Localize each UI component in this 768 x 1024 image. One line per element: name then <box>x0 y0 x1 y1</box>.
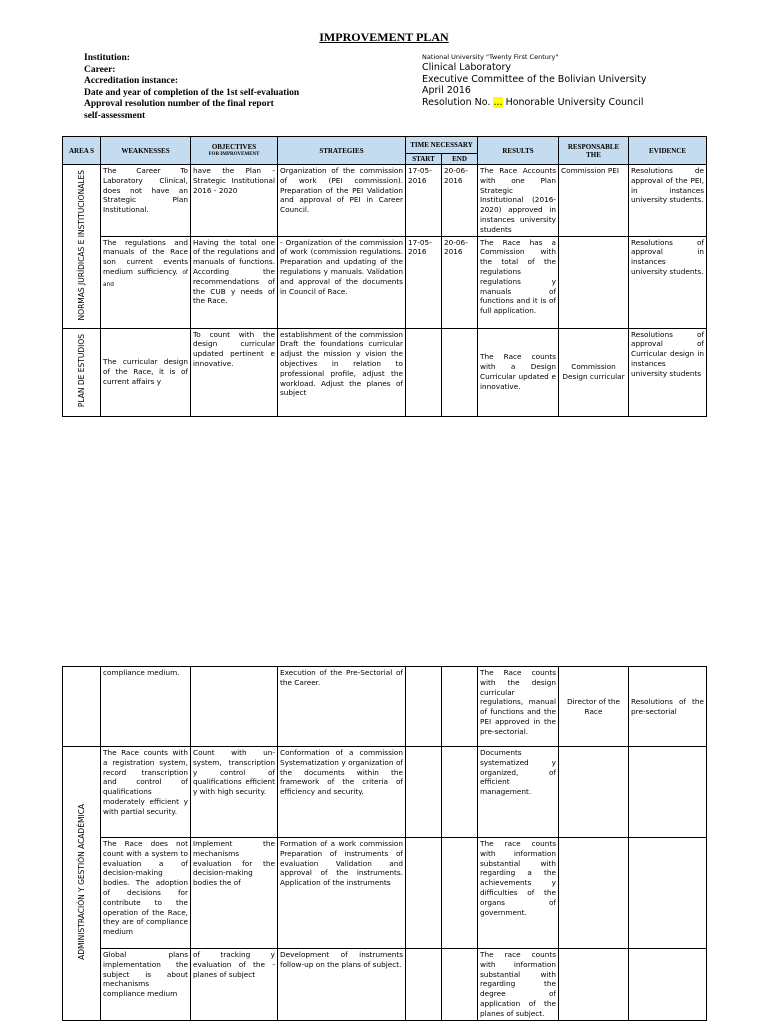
resolution-prefix: Resolution No. <box>422 96 491 108</box>
area-label-plan: PLAN DE ESTUDIOS <box>76 334 86 408</box>
improvement-plan-table-1 <box>62 136 707 417</box>
start-cell: 17-05-2016 <box>406 236 442 328</box>
improvement-plan-table-2 <box>62 666 707 1021</box>
table-row <box>63 747 707 838</box>
end-cell <box>442 838 478 949</box>
area-label-admin: ADMINISTRACIÓN Y GESTIÓN ACADÉMICA <box>76 803 86 960</box>
value-career: Clinical Laboratory <box>422 62 512 73</box>
start-cell <box>406 667 442 747</box>
end-cell <box>442 667 478 747</box>
objective-cell: of tracking y evaluation of the - planes of subject <box>191 949 278 1021</box>
label-instance: Accreditation instance: <box>84 76 179 86</box>
result-cell: Documents systematized y organized, of efficient management. <box>478 747 559 838</box>
responsible-cell <box>559 838 629 949</box>
resolution-blank: ... <box>493 96 503 108</box>
header-results: RESULTS <box>478 137 559 165</box>
objective-cell: Count with un-system, transcription y control of qualifications efficient y with high security. <box>191 747 278 838</box>
area-cell-plan <box>63 328 101 416</box>
result-cell: The race counts with information substantial with regarding a the achievements y difficulties of the organs of government. <box>478 838 559 949</box>
table-row <box>63 165 707 237</box>
weakness-cell: The curricular design of the Race, it is of current affairs y <box>101 328 191 416</box>
responsible-cell <box>559 949 629 1021</box>
value-instance: Executive Committee of the Bolivian University <box>422 73 647 85</box>
label-career: Career: <box>84 64 116 75</box>
evidence-cell <box>629 949 707 1021</box>
objective-cell: Implement the mechanisms evaluation for the decision-making bodies the of <box>191 838 278 949</box>
meta-values <box>422 52 646 108</box>
table-row <box>63 949 707 1021</box>
area-cell-empty <box>63 667 101 747</box>
header-time: TIME NECESSARY <box>406 137 478 154</box>
strategy-cell: Conformation of a commission Systematization y organization of the documents within the framework of the criteria of efficiency and security. <box>278 747 406 838</box>
value-institution: National University "Twenty First Century" <box>422 53 559 61</box>
weakness-cell: The Race counts with a registration system, record transcription and control of qualifications moderately efficient y with partial security. <box>101 747 191 838</box>
start-cell <box>406 747 442 838</box>
area-cell-admin <box>63 747 101 1021</box>
start-cell: 17-05-2016 <box>406 165 442 237</box>
result-cell: The Race has a Commission with the total of the regulations regulations y manuals of functions and it is of full application. <box>478 236 559 328</box>
header-strategies: STRATEGIES <box>278 137 406 165</box>
strategy-cell: establishment of the commission Draft the foundations curricular adjust the mission y vision the objectives in relation to professional profile, adjust the workload. Adjust the planes of subject <box>278 328 406 416</box>
header-end: END <box>442 154 478 165</box>
area-cell-normas <box>63 165 101 329</box>
header-responsable: RESPONSABLE THE <box>559 137 629 165</box>
weakness-cell: The Career To Laboratory Clinical, does not have an Strategic Plan Institutional. <box>101 165 191 237</box>
responsible-cell: Commission PEI <box>559 165 629 237</box>
header-evidence: EVIDENCE <box>629 137 707 165</box>
result-cell: The Race Accounts with one Plan Strategic Institutional (2016-2020) approved in instances university students <box>478 165 559 237</box>
header-objectives-title: OBJECTIVES <box>211 142 257 151</box>
label-date: Date and year of completion of the 1st self-evaluation <box>84 87 300 98</box>
evidence-cell: Resolutions de approval of the PEI, in instances university students. <box>629 165 707 237</box>
weakness-cell: compliance medium. <box>101 667 191 747</box>
end-cell: 20-06-2016 <box>442 236 478 328</box>
value-resolution <box>422 97 646 109</box>
strategy-cell: - Organization of the commission of work (commission regulations. Preparation and updating of the regulations y manuals. Validation and approval of the documents in Council of Race. <box>278 236 406 328</box>
weakness-cell <box>101 236 191 328</box>
objective-cell: To count with the design curricular updated pertinent e innovative. <box>191 328 278 416</box>
objective-cell: have the Plan - Strategic Institutional 2016 - 2020 <box>191 165 278 237</box>
responsible-cell <box>559 747 629 838</box>
start-cell <box>406 838 442 949</box>
start-cell <box>406 328 442 416</box>
table-row <box>63 328 707 416</box>
end-cell <box>442 328 478 416</box>
value-date: April 2016 <box>422 85 471 96</box>
evidence-cell: Resolutions of approval of Curricular design in instances university students <box>629 328 707 416</box>
strategy-cell: Execution of the Pre-Sectorial of the Career. <box>278 667 406 747</box>
responsible-cell: Commission Design curricular <box>559 328 629 416</box>
weakness-cell: Global plans implementation the subject is about mechanisms compliance medium <box>101 949 191 1021</box>
label-self-assessment: self-assessment <box>84 110 146 121</box>
strategy-cell: Organization of the commission of work (PEI commission). Preparation of the PEI Validation and approval of PEI in Career Council. <box>278 165 406 237</box>
strategy-cell: Development of instruments follow-up on the plans of subject. <box>278 949 406 1021</box>
weakness-text: The regulations and manuals of the Race son current events medium sufficiency. <box>103 237 188 276</box>
evidence-cell: Resolutions of the pre-sectorial <box>629 667 707 747</box>
start-cell <box>406 949 442 1021</box>
table-row <box>63 838 707 949</box>
label-resolution: Approval resolution number of the final report <box>84 99 274 109</box>
result-cell: The Race counts with a Design Curricular updated e innovative. <box>478 328 559 416</box>
header-areas: AREA S <box>63 137 101 165</box>
area-label-normas: NORMAS JURÍDICAS E INSTITUCIONALES <box>76 169 86 321</box>
header-objectives-sub: FOR IMPROVEMENT <box>208 151 260 157</box>
evidence-cell: Resolutions of approval in instances university students. <box>629 236 707 328</box>
resolution-suffix: Honorable University Council <box>505 96 644 108</box>
responsible-cell: Director of the Race <box>559 667 629 747</box>
table-row <box>63 236 707 328</box>
weakness-cell: The Race does not count with a system to evaluation a of decision-making bodies. The adoption of decisions for contribute to the operation of the Race, they are of compliance medium <box>101 838 191 949</box>
weakness-small-text: of and <box>103 269 188 288</box>
objective-cell <box>191 667 278 747</box>
header-start: START <box>406 154 442 165</box>
result-cell: The race counts with information substantial with regarding the degree of application of the planes of subject. <box>478 949 559 1021</box>
table-row <box>63 667 707 747</box>
evidence-cell <box>629 838 707 949</box>
meta-labels <box>84 53 299 122</box>
end-cell: 20-06-2016 <box>442 165 478 237</box>
label-institution: Institution: <box>84 53 130 63</box>
end-cell <box>442 747 478 838</box>
responsible-cell <box>559 236 629 328</box>
evidence-cell <box>629 747 707 838</box>
objective-cell: Having the total one of the regulations and manuals of functions. According the recommendations of the CUB y needs of the Race. <box>191 236 278 328</box>
header-objectives <box>191 137 278 165</box>
header-weaknesses: WEAKNESSES <box>101 137 191 165</box>
document-title: IMPROVEMENT PLAN <box>319 30 449 44</box>
end-cell <box>442 949 478 1021</box>
strategy-cell: Formation of a work commission Preparation of instruments of evaluation Validation and approval of the instruments. Application of the instruments <box>278 838 406 949</box>
result-cell: The Race counts with the design curricular regulations, manual of functions and the PEI approved in the pre-sectorial. <box>478 667 559 747</box>
